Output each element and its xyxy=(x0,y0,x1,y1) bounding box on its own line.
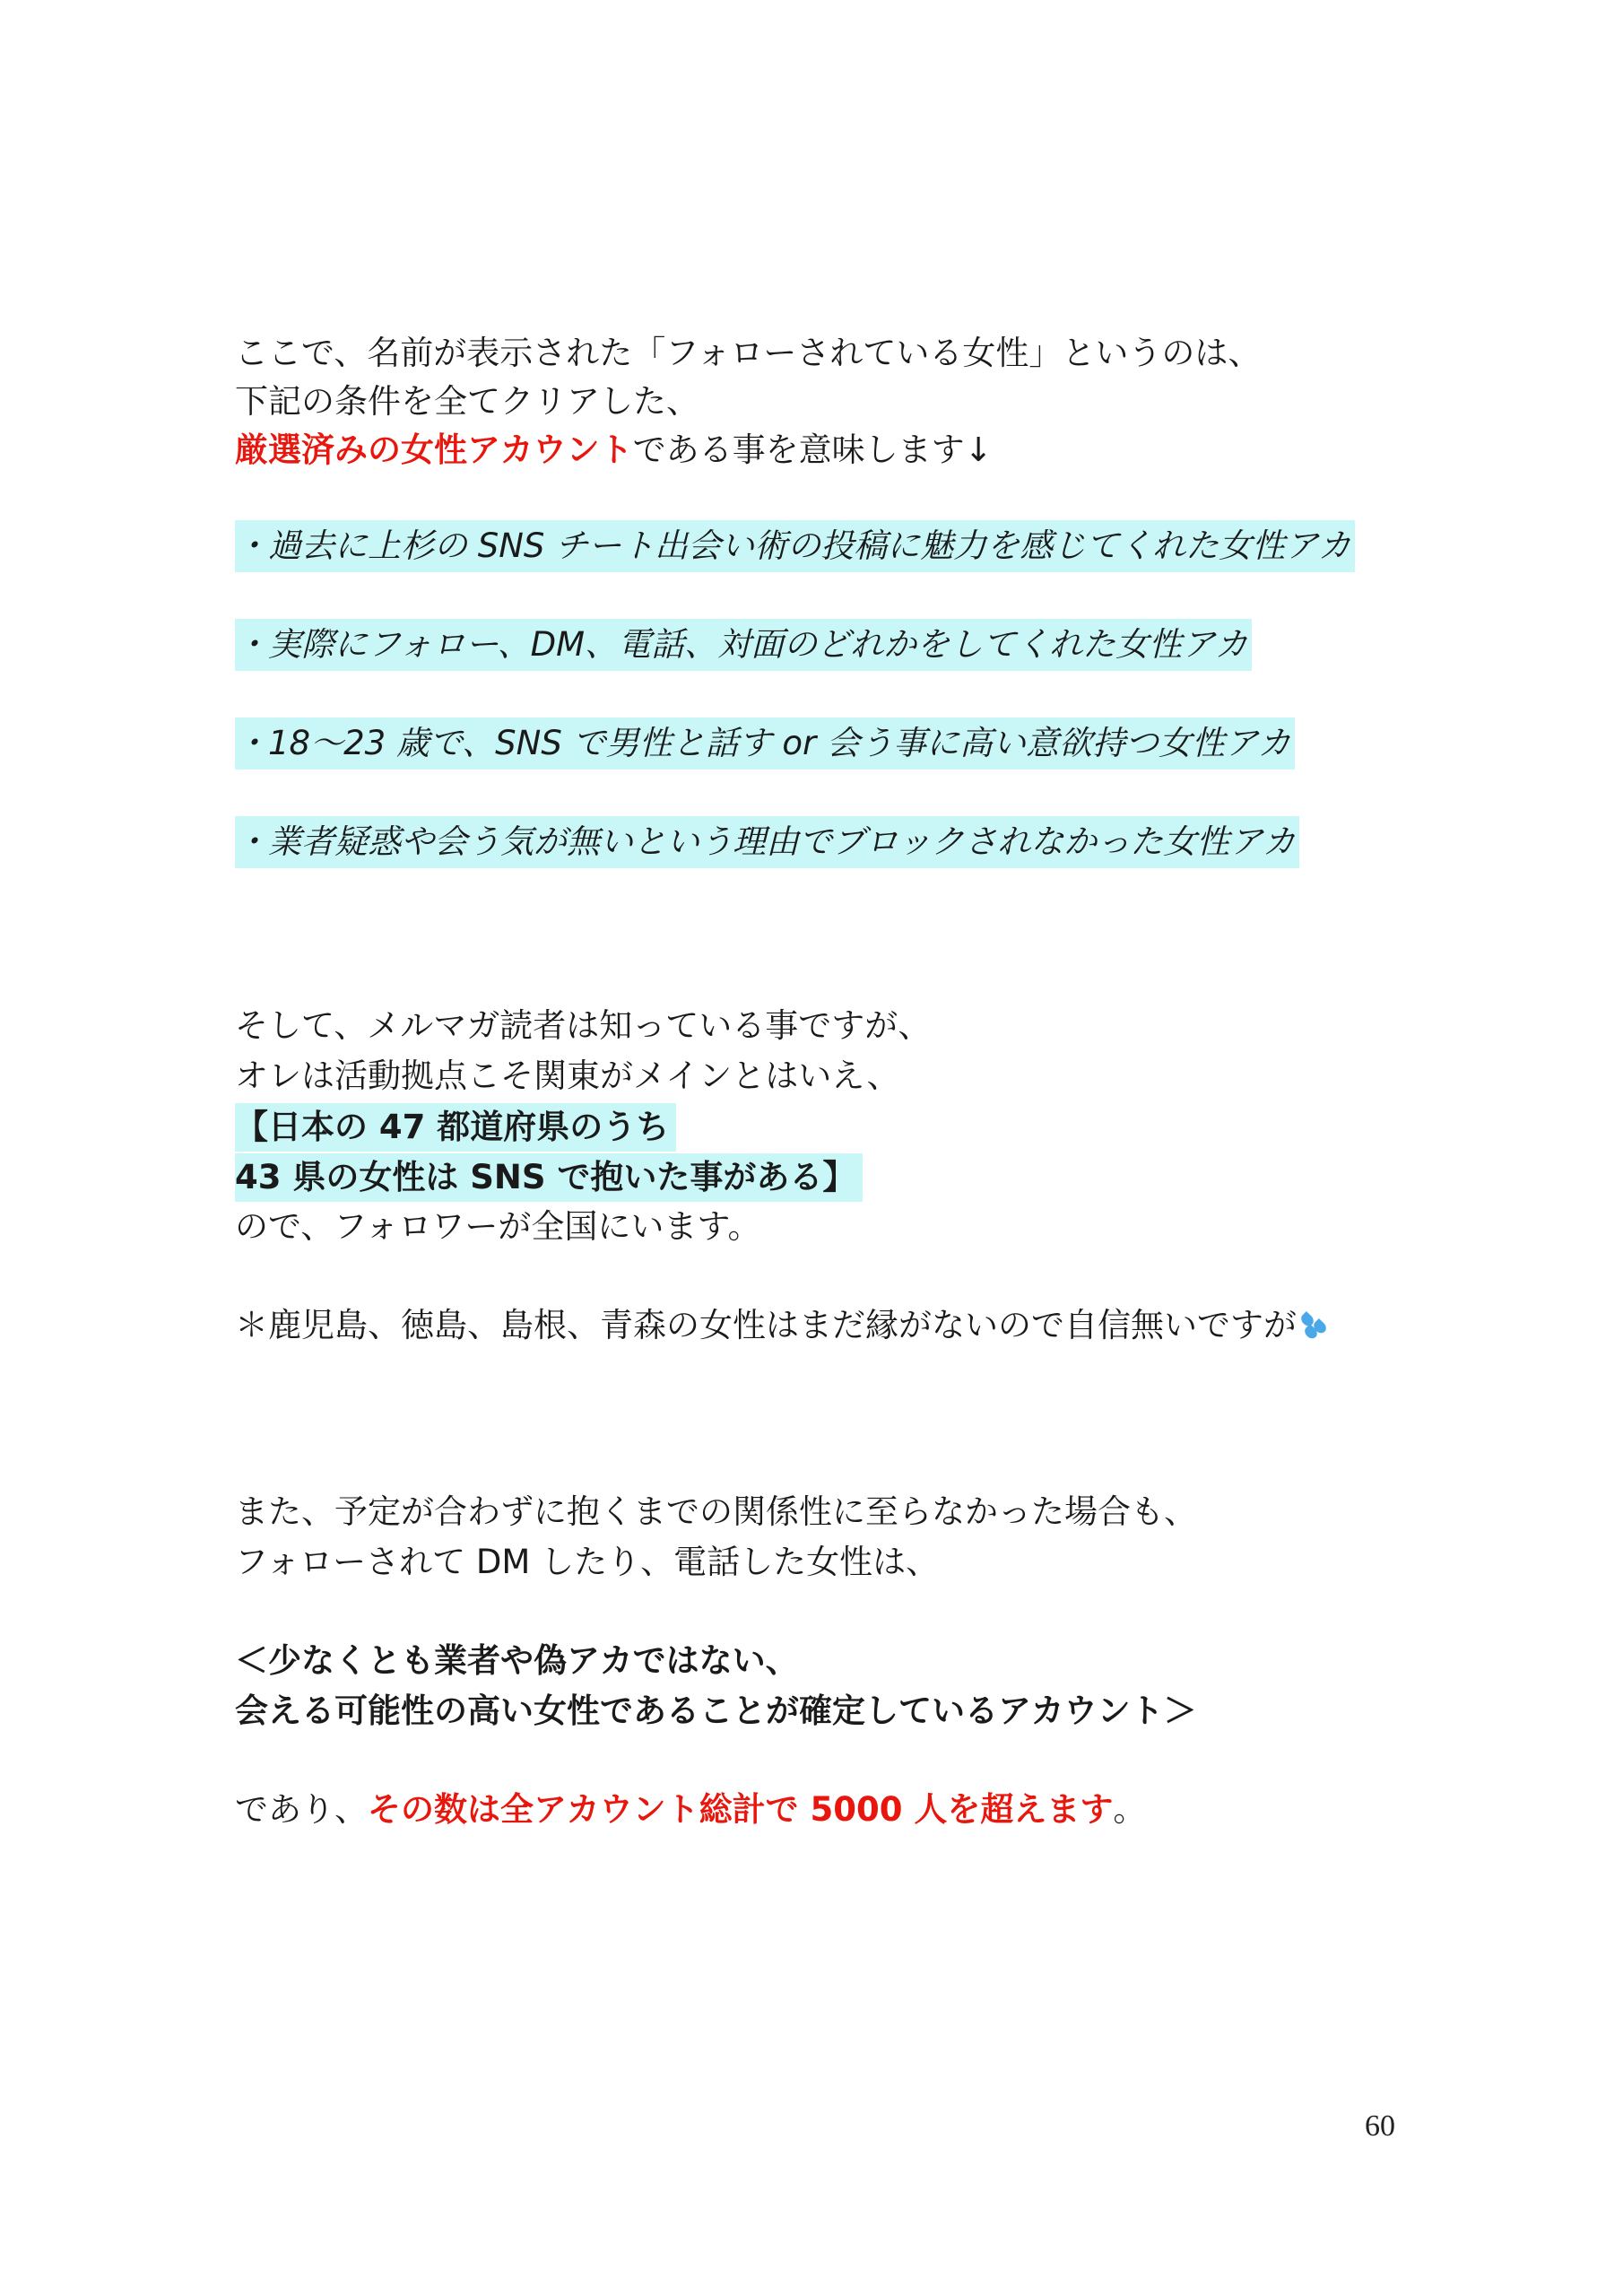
emphasis-red-text: 厳選済みの女性アカウント xyxy=(235,430,633,469)
para3-bold1: ＜少なくとも業者や偽アカではない、 xyxy=(235,1641,799,1680)
para1-line3 xyxy=(235,425,993,475)
para2-line2: オレは活動拠点こそ関東がメインとはいえ、 xyxy=(235,1057,900,1095)
emphasis-red-text: その数は全アカウント総計で 5000 人を超えます xyxy=(368,1790,1114,1829)
page-number: 60 xyxy=(1365,2109,1395,2143)
para1-line2: 下記の条件を全てクリアした、 xyxy=(235,382,699,421)
para3-last-line xyxy=(235,1785,1146,1835)
last-prefix: であり、 xyxy=(235,1790,368,1829)
para1-line1: ここで、名前が表示された「フォローされている女性」というのは、 xyxy=(235,334,1262,372)
highlight-line: 【日本の 47 都道府県のうち xyxy=(235,1103,676,1152)
para1-line3-rest: である事を意味します↓ xyxy=(632,430,993,469)
bullet-item: ・業者疑惑や会う気が無いという理由でブロックされなかった女性アカ xyxy=(235,816,1299,868)
last-suffix: 。 xyxy=(1113,1790,1147,1829)
para3-line2: フォローされて DM したり、電話した女性は、 xyxy=(235,1543,940,1581)
sweat-drops-icon xyxy=(1298,1309,1332,1340)
highlight-line: 43 県の女性は SNS で抱いた事がある】 xyxy=(235,1153,863,1202)
note-text: ＊鹿児島、徳島、島根、青森の女性はまだ縁がないので自信無いですが xyxy=(235,1306,1297,1344)
bullet-item: ・実際にフォロー、DM、電話、対面のどれかをしてくれた女性アカ xyxy=(235,619,1252,671)
note-line xyxy=(235,1300,1332,1351)
para3-line1: また、予定が合わずに抱くまでの関係性に至らなかった場合も、 xyxy=(235,1492,1197,1531)
bullet-item: ・18〜23 歳で、SNS で男性と話す or 会う事に高い意欲持つ女性アカ xyxy=(235,718,1295,770)
para3-bold2: 会える可能性の高い女性であることが確定しているアカウント＞ xyxy=(235,1692,1197,1730)
para2-line5: ので、フォロワーが全国にいます。 xyxy=(235,1207,761,1246)
bullet-item: ・過去に上杉の SNS チート出会い術の投稿に魅力を感じてくれた女性アカ xyxy=(235,520,1355,572)
para2-line1: そして、メルマガ読者は知っている事ですが、 xyxy=(235,1006,932,1045)
